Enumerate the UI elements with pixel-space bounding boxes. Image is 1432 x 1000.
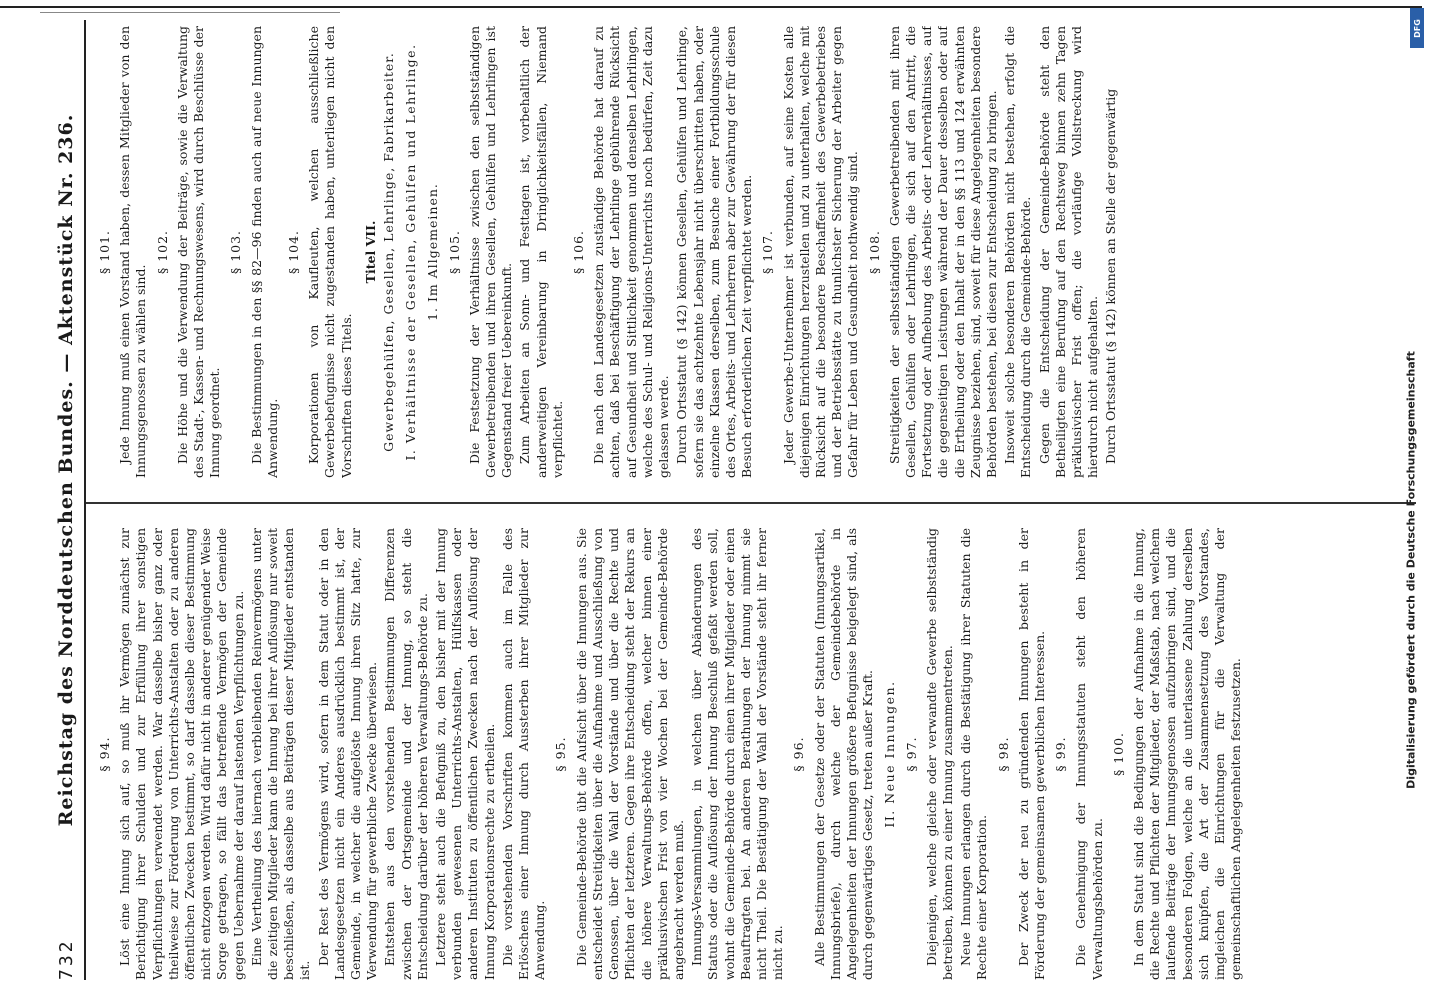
section-heading: § 102.	[154, 229, 170, 275]
subheading: 1. Im Allgemeinen.	[425, 183, 441, 321]
section-heading: § 103.	[228, 229, 244, 275]
section-heading: § 96.	[791, 736, 807, 772]
section-heading: § 101.	[97, 229, 112, 275]
paragraph: Der Rest des Vermögens wird, sofern in dem Statut oder in den Landesgesetzen nicht ein Anderes ausdrücklich bestimmt ist, der Gemeinde, in welcher die aufgelöste Innung ihren Sitz hatte, zur Verwendung für gewerbliche Zwecke überwiesen.	[315, 528, 380, 980]
paragraph: Die vorstehenden Vorschriften kommen auch im Falle des Erlöschens einer Innung durch Aussterben ihrer Mitglieder zur Anwendung.	[499, 528, 548, 980]
paragraph: Insoweit solche besonderen Behörden nicht bestehen, erfolgt die Entscheidung durch die Gemeinde-Behörde.	[1002, 26, 1034, 478]
title-subheading: Gewerbegehülfen, Gesellen, Lehrlinge, Fabrikarbeiter.	[381, 52, 397, 452]
section-heading: § 106.	[571, 229, 587, 275]
paragraph: Jede Innung muß einen Vorstand haben, dessen Mitglieder von den Innungsgenossen zu wählen sind.	[117, 26, 149, 478]
section-heading: § 99.	[1053, 736, 1069, 772]
paragraph: Korporationen von Kaufleuten, welchen ausschließliche Gewerbebefugnisse nicht zugestanden haben, unterliegen nicht den Vorschriften dieses Titels.	[306, 26, 354, 478]
paragraph: Die Höhe und die Verwendung der Beiträge, sowie die Verwaltung des Stadt-, Kassen- und Rechnungswesens, wird durch Beschlüsse der Innung geordnet.	[174, 26, 223, 478]
paragraph: Die Bestimmungen in den §§ 82—96 finden auch auf neue Innungen Anwendung.	[248, 26, 280, 478]
title-heading: Titel VII.	[362, 220, 378, 284]
paragraph: Jeder Gewerbe-Unternehmer ist verbunden, auf seine Kosten alle diejenigen Einrichtungen herzustellen und zu unterhalten, welche mit Rücksicht auf die besondere Beschaffenheit des Gewerbebetriebes und der Betriebsstätte zu thunlichster Sicherung der Arbeiter gegen Gefahr für Leben und Gesundheit nothwendig sind.	[780, 26, 861, 478]
section-heading: § 97.	[903, 736, 919, 772]
paragraph: Zum Arbeiten an Sonn- und Festtagen ist, vorbehaltlich der anderweitigen Vereinbarung in Dringlichkeitsfällen, Niemand verpflichtet.	[517, 26, 565, 478]
paragraph: Eine Vertheilung des hiernach verbleibenden Reinvermögens unter die zeitigen Mitglieder kann die Innung bei ihrer Auflösung nur soweit beschließen, als dasselbe aus Beiträgen dieser Mitglieder entstanden ist.	[248, 528, 313, 980]
paragraph: In dem Statut sind die Bedingungen der Aufnahme in die Innung, die Rechte und Pflichten der Mitglieder, der Maßstab, nach welchem laufende Beiträge der Innungsgenossen aufzubringen sind, und die besonderen Folgen, welche an die unterlassene Zahlung derselben sich knüpfen, die Art der Zusammensetzung des Vorstandes, imgleichen die Einrichtungen für die Verwaltung der gemeinschaftlichen Angelegenheiten festzusetzen.	[1130, 528, 1244, 980]
paragraph: Innungs-Versammlungen, in welchen über Abänderungen des Statuts oder die Auflösung der Innung Beschluß gefaßt werden soll, wohnt die Gemeinde-Behörde durch einen ihrer Mitglieder oder einen Beauftragten bei. An anderen Berathungen der Innung nimmt sie nicht Theil. Die Bestätigung der Wahl der Vorstände steht ihr ferner nicht zu.	[689, 528, 786, 980]
paragraph: Entstehen aus den vorstehenden Bestimmungen Differenzen zwischen der Ortsgemeinde und der Innung, so steht die Entscheidung darüber der höheren Verwaltungs-Behörde zu.	[382, 528, 430, 980]
paragraph: Neue Innungen erlangen durch die Bestätigung ihrer Statuten die Rechte einer Korporation.	[958, 528, 990, 980]
subheading: I. Verhältnisse der Gesellen, Gehülfen und Lehrlinge.	[403, 43, 419, 461]
paragraph: Der Zweck der neu zu gründenden Innungen besteht in der Förderung der gemeinsamen gewerblichen Interessen.	[1015, 528, 1047, 980]
section-heading: § 94.	[97, 736, 112, 772]
page-number: 732	[55, 938, 77, 980]
paragraph: Letztere steht auch die Befugniß zu, den bisher mit der Innung verbunden gewesenen Unterrichts-Anstalten, Hülfskassen oder anderen Instituten zu öffentlichen Zwecken nach der Auflösung der Innung Korporationsrechte zu ertheilen.	[433, 528, 497, 980]
paragraph: Alle Bestimmungen der Gesetze oder der Statuten (Innungsartikel, Innungsbriefe), durch welche der Gemeindebehörde in Angelegenheiten der Innungen größere Befugnisse beigelegt sind, als durch gegenwärtiges Gesetz, treten außer Kraft.	[811, 528, 876, 980]
left-column	[92, 528, 1412, 980]
paragraph: Die Gemeinde-Behörde übt die Aufsicht über die Innungen aus. Sie entscheidet Streitigkeiten über die Aufnahme und Ausschließung von Genossen, über die Wahl der Vorstände und über die Rechte und Pflichten der letzteren. Gegen ihre Entscheidung steht der Rekurs an die höhere Verwaltungs-Behörde offen, welcher binnen einer präklusivischen Frist von vier Wochen bei der Gemeinde-Behörde angebracht werden muß.	[573, 528, 686, 980]
paragraph: Die nach den Landesgesetzen zuständige Behörde hat darauf zu achten, daß bei Beschäftigung der Lehrlinge gebührende Rücksicht auf Gesundheit und Sittlichkeit genommen und denselben Lehrlingen, welche des Schul- und Religions-Unterrichts noch bedürfen, Zeit dazu gelassen werde.	[591, 26, 672, 478]
section-heading: § 104.	[286, 229, 302, 275]
dfg-logo-text: DFG	[1412, 18, 1422, 38]
paragraph: Löst eine Innung sich auf, so muß ihr Vermögen zunächst zur Berichtigung ihrer Schulden und zur Erfüllung ihrer sonstigen Verpflichtungen verwendet werden. War dasselbe bisher ganz oder theilweise zur Förderung von Unterrichts-Anstalten oder zu anderen öffentlichen Zwecken bestimmt, so darf dasselbe dieser Bestimmung nicht entzogen werden. Wird dafür nicht in anderer genügender Weise Sorge getragen, so fällt das betreffende Vermögen der Gemeinde gegen Uebernahme der darauf lastenden Verpflichtungen zu.	[117, 528, 246, 980]
page-title: Reichstag des Norddeutschen Bundes. — Aktenstück Nr. 236.	[55, 113, 77, 827]
paragraph: Die Festsetzung der Verhältnisse zwischen den selbstständigen Gewerbetreibenden und ihren Gesellen, Gehülfen und Lehrlingen ist Gegenstand freier Uebereinkunft.	[466, 26, 515, 478]
paragraph: Streitigkeiten der selbstständigen Gewerbetreibenden mit ihren Gesellen, Gehülfen oder Lehrlingen, die sich auf den Antritt, die Fortsetzung oder Aufhebung des Arbeits- oder Lehrverhältnisses, auf die gegenseitigen Leistungen während der Dauer desselben oder auf die Ertheilung oder den Inhalt der in den §§ 113 und 124 erwähnten Zeugnisse beziehen, sind, soweit für diese Angelegenheiten besondere Behörden bestehen, bei diesen zur Entscheidung zu bringen.	[886, 26, 999, 478]
section-heading: § 100.	[1110, 731, 1126, 777]
section-heading: § 108.	[866, 229, 882, 275]
right-column	[92, 26, 1412, 478]
header-rule	[84, 20, 86, 980]
paragraph: Gegen die Entscheidung der Gemeinde-Behörde steht den Betheiligten eine Berufung auf den Rechtsweg binnen zehn Tagen präklusivischer Frist offen; die vorläufige Vollstreckung wird hierdurch nicht aufgehalten.	[1036, 26, 1101, 478]
section-heading: § 107.	[760, 229, 776, 275]
dfg-logo	[1410, 8, 1424, 48]
paragraph: Durch Ortsstatut (§ 142) können an Stelle der gegenwärtig	[1103, 88, 1119, 464]
credit-text: Digitalisierung gefördert durch die Deutsche Forschungsgemeinschaft	[1404, 351, 1418, 789]
section-heading: § 105.	[446, 229, 462, 275]
page-header	[50, 0, 82, 1000]
section-heading: § 98.	[995, 736, 1011, 772]
paragraph: Durch Ortsstatut (§ 142) können Gesellen, Gehülfen und Lehrlinge, sofern sie das achtzehnte Lebensjahr nicht überschritten haben, oder einzelne Klassen derselben, zum Besuche einer Fortbildungsschule des Ortes, Arbeits- und Lehrherren aber zur Gewährung der für diesen Besuch erforderlichen Zeit verpflichtet werden.	[674, 26, 755, 478]
digitization-credit	[1396, 10, 1426, 990]
section-heading: § 95.	[553, 736, 569, 772]
subheading: II. Neue Innungen.	[882, 680, 898, 828]
paragraph: Die Genehmigung der Innungsstatuten steht den höheren Verwaltungsbehörden zu.	[1073, 528, 1105, 980]
column-divider	[86, 502, 1416, 504]
paragraph: Diejenigen, welche gleiche oder verwandte Gewerbe selbstständig betreiben, können zu einer Innung zusammentreten.	[923, 528, 955, 980]
